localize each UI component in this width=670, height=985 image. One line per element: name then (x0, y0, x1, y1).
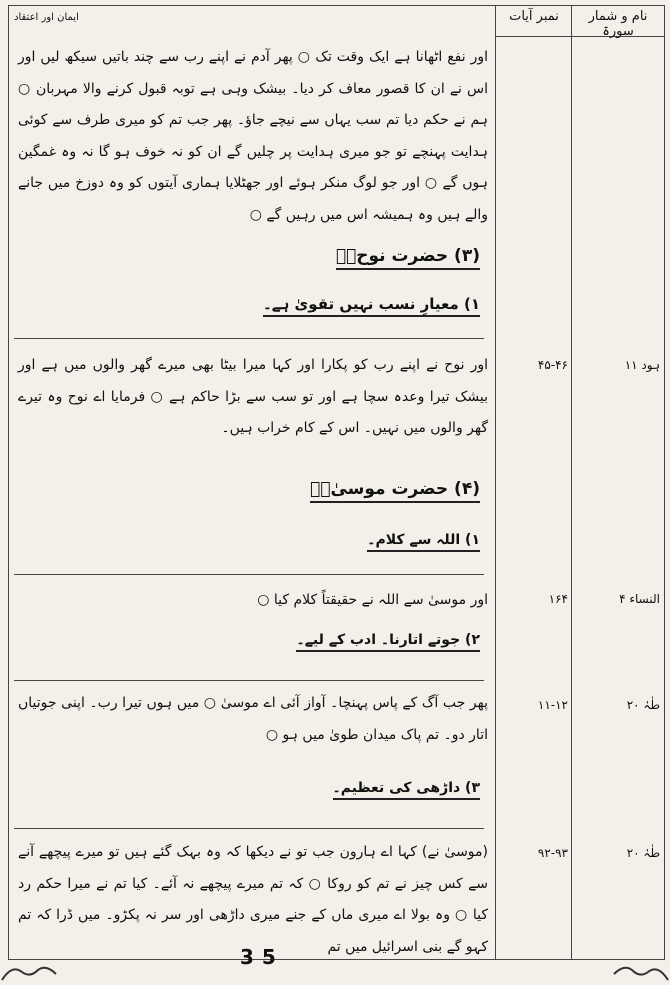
paragraph-nuh: اور نوح نے اپنے رب کو پکارا اور کہا میرا بیٹا بھی میرے گھر والوں میں ہے اور بیشک تیرا وعدہ سچا ہے اور تو سب سے بڑا حاکم ہے ○ فرمایا اے نوح وہ تیرے گھر والوں میں نہیں۔ اس کے کام خراب ہیں۔ (18, 357, 488, 436)
paragraph-shoes: پھر جب آگ کے پاس پہنچا۔ آواز آئی اے موسیٰ ○ میں ہوں تیرا رب۔ اپنی جوتیاں اتار دو۔ تم پاک میدان طویٰ میں ہو ○ (18, 695, 488, 743)
column-divider-main (495, 5, 496, 960)
ref-surah-3: طٰہٰ ۲۰ (626, 698, 660, 712)
ref-ayat-3: ۱۱-۱۲ (537, 698, 568, 712)
running-title: ایمان اور اعتقاد (14, 12, 79, 23)
subheading-beard: ۳) داڑھی کی تعظیم۔ (333, 780, 480, 800)
paragraph-beard: (موسیٰ نے) کہا اے ہارون جب تو نے دیکھا کہ وہ بہک گئے ہیں تو میرے پیچھے آنے سے کس چیز نے تم کو روکا ○ کہ تم میرے پیچھے نہ آئے۔ کیا تم نے میرا حکم رد کیا ○ وہ بولا اے میری ماں کے جنے میری داڑھی اور سر نہ پکڑو۔ میں ڈرا کہ تم کہو گے بنی اسرائیل میں تم (18, 844, 488, 955)
paragraph-adam: اور نفع اٹھانا ہے ایک وقت تک ○ پھر آدم نے اپنے رب سے چند باتیں سیکھ لیں اور اس نے ان کا قصور معاف کر دیا۔ بیشک وہی ہے توبہ قبول کرنے والا مہربان ○ ہم نے حکم دیا تم سب یہاں سے نیچے جاؤ۔ پھر جب تم کو میری طرف سے کوئی ہدایت پہنچے تو جو میری ہدایت پر چلیں گے ان کو نہ خوف ہو گا نہ وہ غمگین ہوں گے ○ اور جو لوگ منکر ہوئے اور جھٹلایا ہماری آیتوں کو وہ دوزخ میں جانے والے ہیں وہ ہمیشہ اس میں رہیں گے ○ (18, 49, 488, 223)
section-heading-nuh: (۳) حضرت نوحؑ۔ (336, 246, 480, 270)
paragraph-kalam: اور موسیٰ سے اللہ نے حقیقتاً کلام کیا ○ (257, 592, 488, 608)
ref-surah-1: ہود ۱۱ (624, 358, 660, 372)
ref-surah-2: النساء ۴ (619, 592, 660, 606)
subheading-kalam: ۱) اللہ سے کلام۔ (367, 532, 480, 552)
row-rule (14, 338, 484, 339)
ref-ayat-1: ۴۵-۴۶ (537, 358, 568, 372)
page-number: 35 (240, 945, 284, 969)
corner-ornament-right (610, 962, 670, 982)
ref-surah-4: طٰہٰ ۲۰ (626, 846, 660, 860)
subheading-nasab: ۱) معیارِ نسب نہیں تقویٰ ہے۔ (263, 295, 480, 317)
column-divider-ref (571, 5, 572, 960)
header-surah: نام و شمار سورۃ (588, 9, 648, 39)
ref-ayat-2: ۱۶۴ (548, 592, 568, 606)
subheading-shoes: ۲) جوتے اتارنا۔ ادب کے لیے۔ (296, 632, 480, 652)
row-rule (14, 574, 484, 575)
row-rule (14, 828, 484, 829)
section-heading-musa: (۴) حضرت موسیٰؑ۔ (310, 479, 480, 503)
row-rule (14, 680, 484, 681)
corner-ornament-left (0, 962, 60, 982)
header-ayat: نمبر آیات (509, 9, 559, 24)
ref-ayat-4: ۹۲-۹۳ (537, 846, 568, 860)
